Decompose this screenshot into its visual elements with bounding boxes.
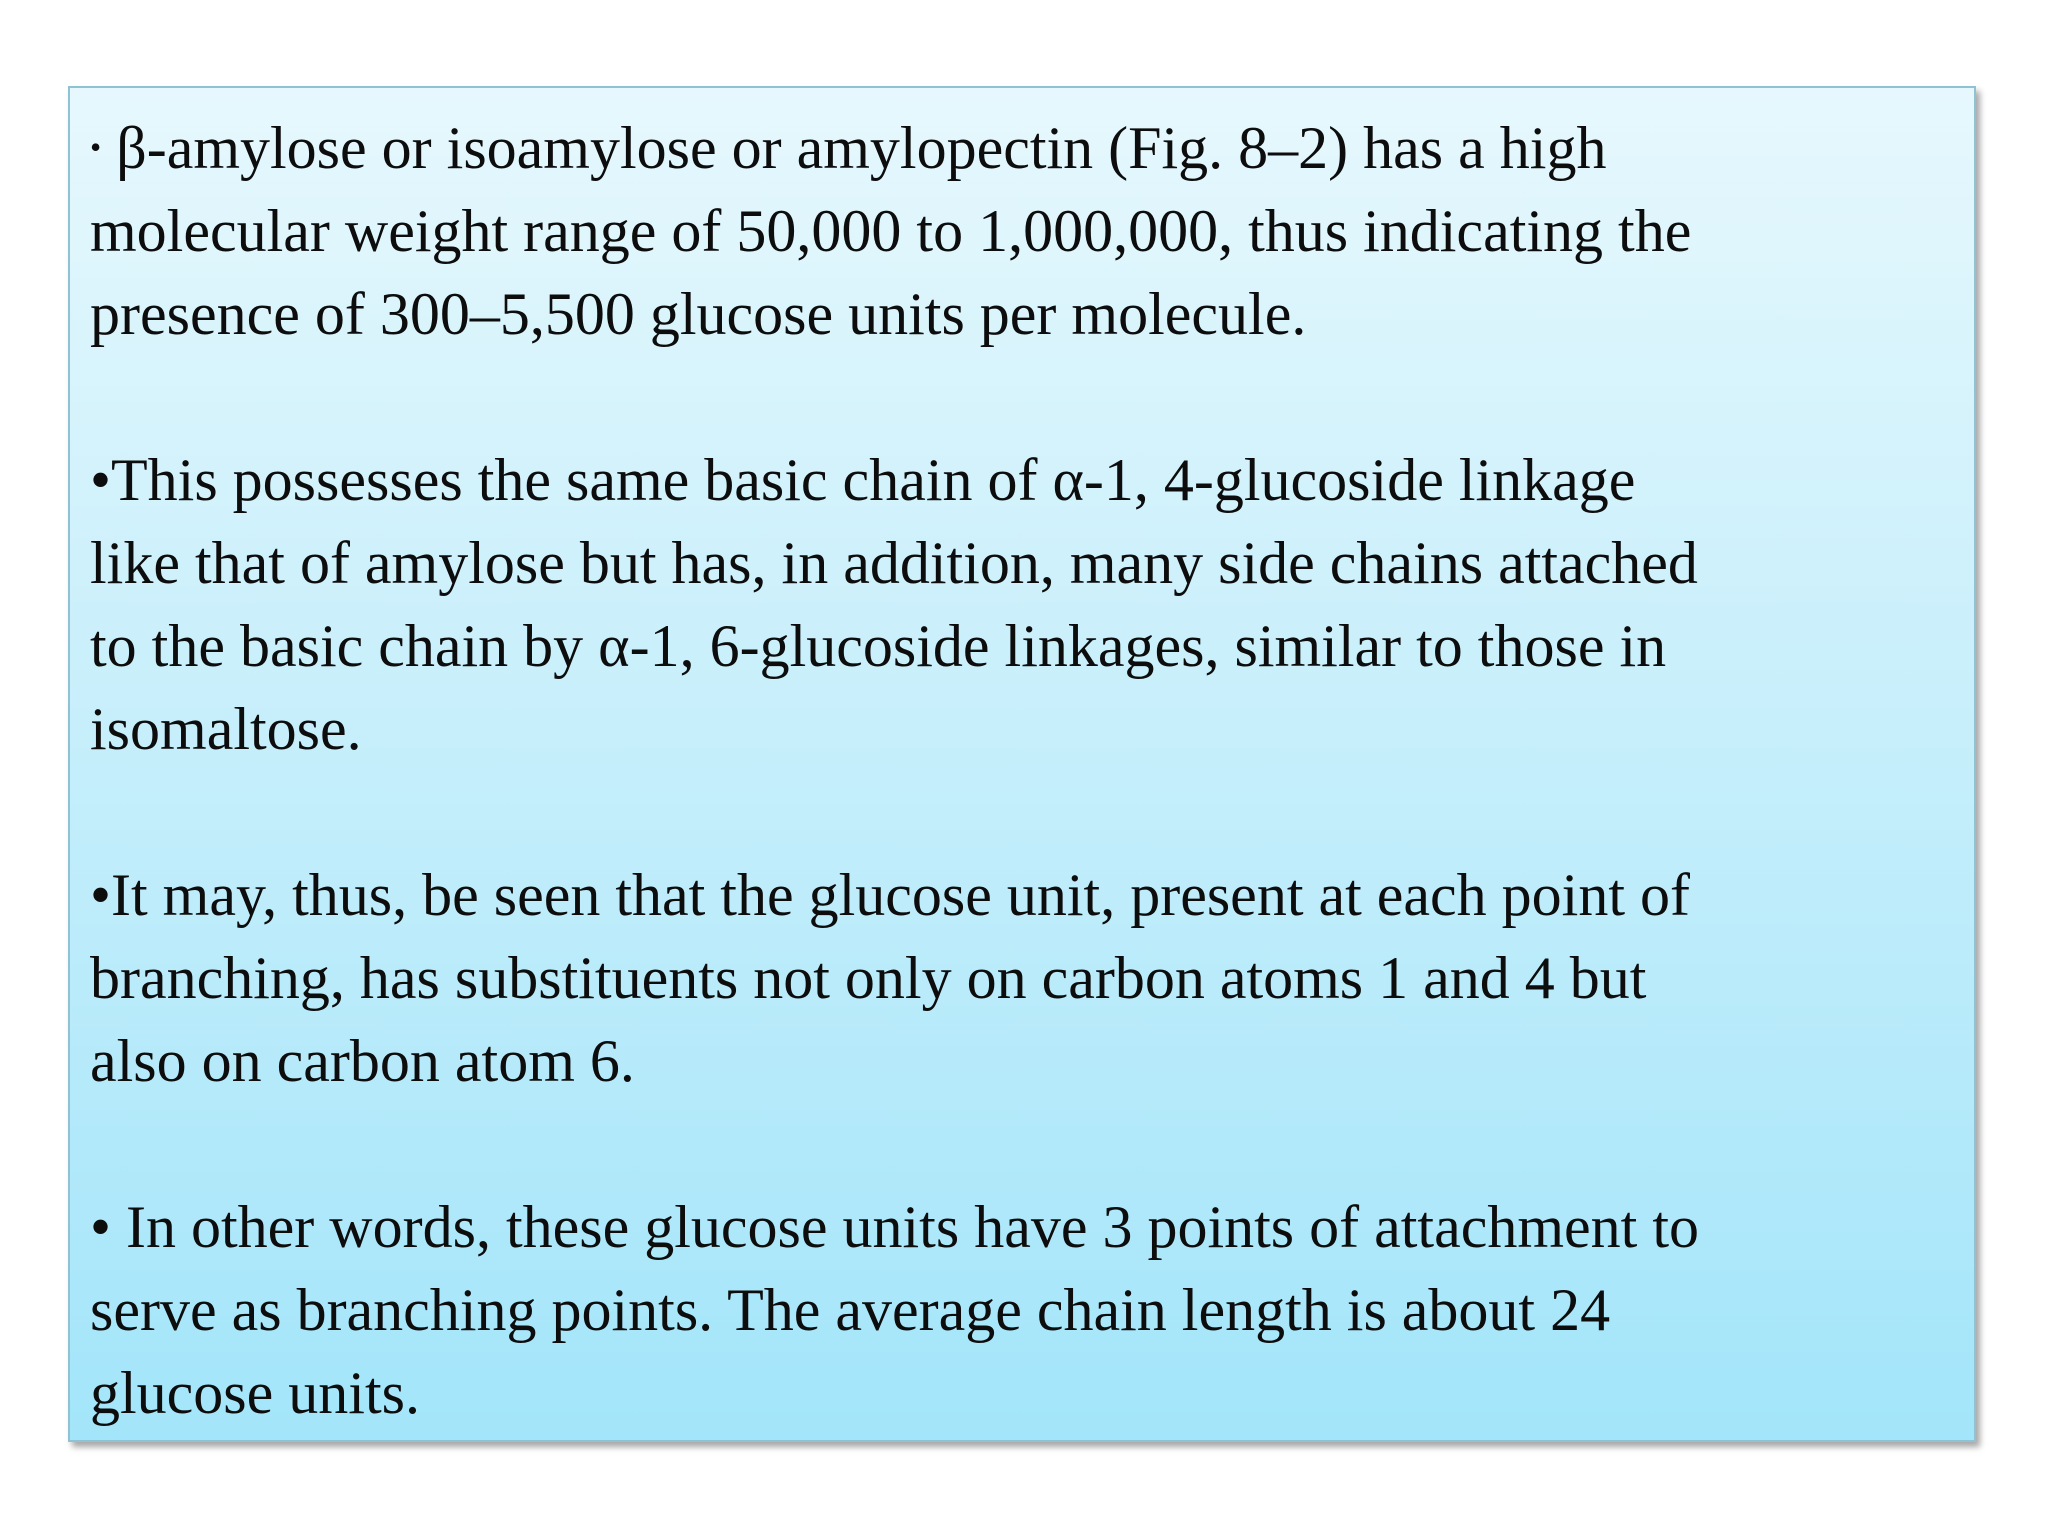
paragraph-line: In other words, these glucose units have 3 points of attachment to — [111, 1194, 1699, 1260]
paragraph-line: presence of 300–5,500 glucose units per molecule. — [90, 281, 1307, 347]
paragraph-line: β-amylose or isoamylose or amylopectin (Fig. 8–2) has a high — [101, 115, 1607, 181]
paragraph-2 — [90, 439, 1934, 771]
paragraph-4 — [90, 1186, 1934, 1435]
paragraph-line: It may, thus, be seen that the glucose unit, present at each point of — [111, 862, 1690, 928]
paragraph-line: serve as branching points. The average chain length is about 24 — [90, 1277, 1611, 1343]
paragraph-1 — [90, 106, 1934, 356]
paragraph-3 — [90, 854, 1934, 1103]
text-box — [68, 86, 1976, 1442]
paragraph-line: This possesses the same basic chain of α-1, 4-glucoside linkage — [111, 447, 1636, 513]
bullet: • — [90, 129, 102, 165]
paragraph-line: glucose units. — [90, 1360, 420, 1426]
bullet: • — [90, 447, 112, 513]
paragraph-line: molecular weight range of 50,000 to 1,000,000, thus indicating the — [90, 198, 1692, 264]
paragraph-line: branching, has substituents not only on carbon atoms 1 and 4 but — [90, 945, 1647, 1011]
bullet: • — [90, 1194, 112, 1260]
paragraph-line: isomaltose. — [90, 696, 362, 762]
bullet: • — [90, 862, 112, 928]
paragraph-line: also on carbon atom 6. — [90, 1028, 635, 1094]
paragraph-line: to the basic chain by α-1, 6-glucoside linkages, similar to those in — [90, 613, 1667, 679]
paragraph-line: like that of amylose but has, in addition, many side chains attached — [90, 530, 1698, 596]
